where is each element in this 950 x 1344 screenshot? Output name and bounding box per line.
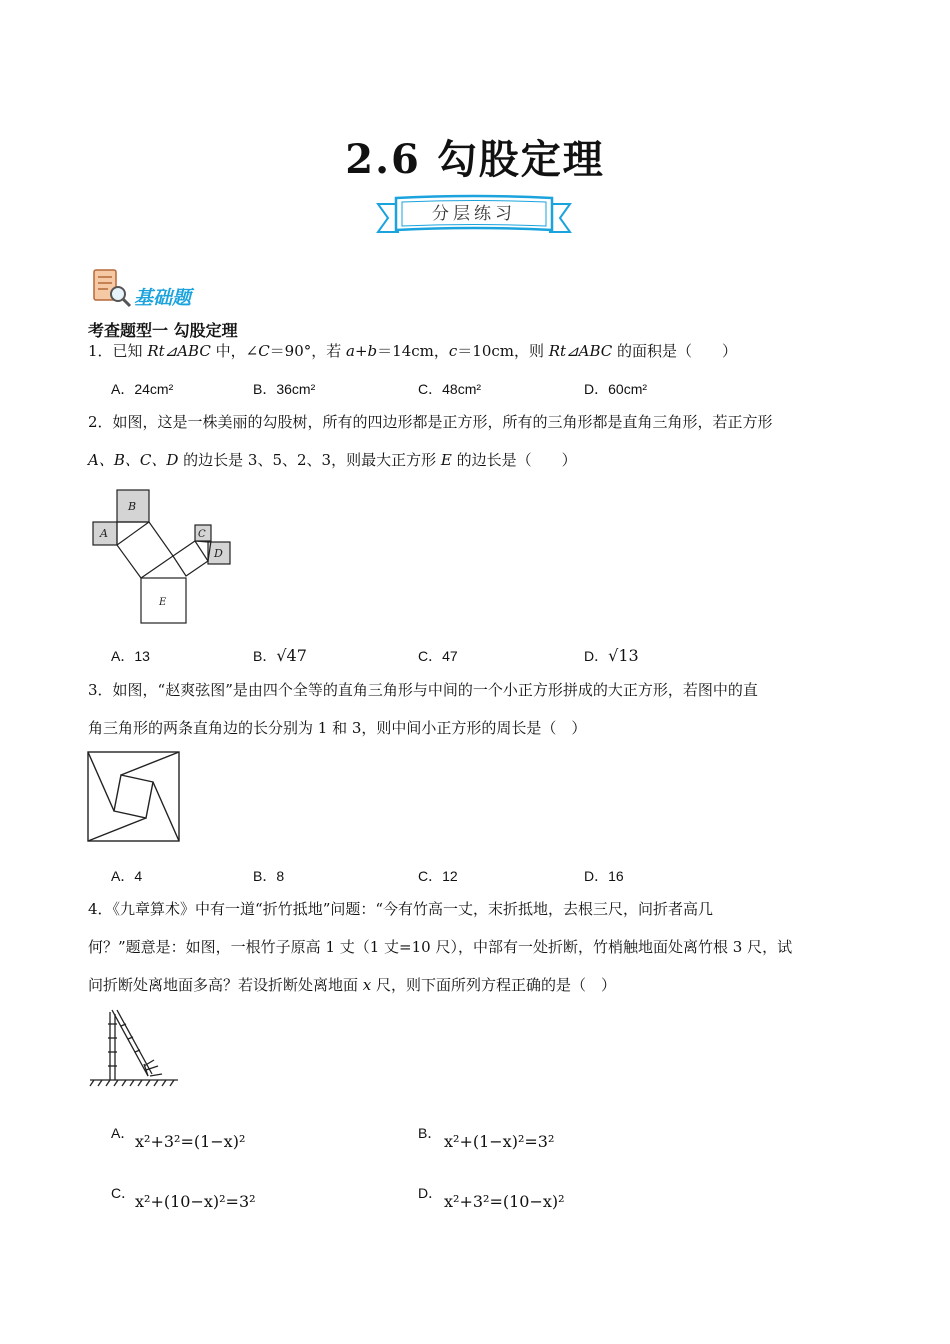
option-key: D．: [584, 868, 609, 884]
middle-left-square: [117, 522, 173, 578]
q3-option-d[interactable]: [584, 866, 624, 886]
question-4-stem: [88, 890, 868, 1004]
q1-triangle: Rt⊿ABC: [147, 342, 211, 360]
option-value: 24cm²: [134, 381, 174, 397]
page-title: 2.6 勾股定理: [345, 136, 605, 183]
fig-label-d: D: [214, 547, 223, 560]
fig-label-b: B: [128, 500, 137, 513]
option-value: √13: [608, 646, 639, 665]
option-value: √47: [276, 646, 307, 665]
option-key: C．: [111, 1185, 136, 1201]
fig-label-e: E: [159, 597, 167, 608]
q2-var: E: [440, 451, 452, 469]
option-key: B．: [253, 381, 277, 397]
question-3-stem: [88, 671, 868, 747]
option-value: 60cm²: [608, 381, 648, 397]
fig-label-c: C: [198, 529, 206, 540]
q4-option-c-equation: x²+(10−x)²=3²: [135, 1192, 256, 1211]
q2-option-c[interactable]: [418, 646, 458, 666]
q4-option-d[interactable]: [418, 1183, 442, 1203]
notebook-magnifier-icon: [90, 268, 134, 308]
q1-option-a[interactable]: [111, 379, 173, 399]
option-value: 12: [442, 868, 458, 884]
option-value: 8: [276, 868, 285, 884]
q2-text: 如图，这是一株美丽的勾股树，所有的四边形都是正方形，所有的三角形都是直角三角形，若正方形: [112, 413, 773, 431]
option-value: 16: [608, 868, 624, 884]
q3-option-c[interactable]: [418, 866, 458, 886]
middle-right-square: [173, 541, 208, 576]
question-number: 2．: [88, 413, 113, 431]
q1-option-c[interactable]: [418, 379, 481, 399]
q1-text: ＝10cm，则: [457, 342, 549, 360]
question-2-stem: [88, 403, 868, 479]
q4-option-a[interactable]: [111, 1123, 134, 1143]
q3-option-b[interactable]: [253, 866, 284, 886]
q1-option-d[interactable]: [584, 379, 647, 399]
q2-option-b[interactable]: [253, 646, 307, 666]
q3-option-a[interactable]: [111, 866, 142, 886]
option-key: B．: [253, 868, 277, 884]
question-number: 1．: [88, 342, 113, 360]
q2-option-d[interactable]: [584, 646, 639, 666]
option-key: A．: [111, 868, 135, 884]
q4-text: 问折断处离地面多高？若设折断处离地面: [88, 976, 363, 994]
q1-triangle: Rt⊿ABC: [548, 342, 613, 360]
option-value: 47: [442, 648, 458, 664]
q1-text: 的面积是（ ）: [612, 342, 738, 360]
option-value: 48cm²: [442, 381, 482, 397]
q4-option-a-equation: x²+3²=(1−x)²: [135, 1132, 246, 1151]
pythagoras-tree-figure: [90, 486, 240, 626]
option-key: D．: [418, 1185, 443, 1201]
option-key: C．: [418, 381, 443, 397]
option-key: C．: [418, 868, 443, 884]
q1-var: a+b: [346, 342, 378, 360]
option-value: 36cm²: [276, 381, 316, 397]
q4-text: 尺，则下面所列方程正确的是（ ）: [371, 976, 617, 994]
option-value: 13: [134, 648, 150, 664]
q4-text: 何？”题意是：如图，一根竹子原高 1 丈（1 丈=10 尺），中部有一处折断，竹梢触地面处离竹根 3 尺，试: [88, 938, 793, 956]
q4-option-d-equation: x²+3²=(10−x)²: [444, 1192, 565, 1211]
q4-option-b-equation: x²+(1−x)²=3²: [444, 1132, 555, 1151]
option-key: B．: [253, 648, 277, 664]
option-key: C．: [418, 648, 443, 664]
q3-text: 如图，“赵爽弦图”是由四个全等的直角三角形与中间的一个小正方形拼成的大正方形，若图中的直: [112, 681, 758, 699]
q2-text: 的边长是 3、5、2、3，则最大正方形: [178, 451, 441, 469]
q1-text: ＝90°，若: [269, 342, 347, 360]
broken-bamboo-figure: [88, 1004, 180, 1088]
q4-var: x: [362, 976, 372, 994]
q1-var: C: [258, 342, 270, 360]
option-key: A．: [111, 1125, 135, 1141]
option-key: D．: [584, 381, 609, 397]
question-number: 3．: [88, 681, 113, 699]
q4-text: 《九章算术》中有一道“折竹抵地”问题：“今有竹高一丈，末折抵地，去根三尺，问折者高几: [112, 900, 714, 918]
q2-vars: A、B、C、D: [88, 451, 179, 469]
q1-text: 中，∠: [210, 342, 259, 360]
q4-option-b[interactable]: [418, 1123, 441, 1143]
option-key: D．: [584, 648, 609, 664]
fig-label-a: A: [100, 527, 108, 540]
option-key: A．: [111, 381, 135, 397]
zhao-shuang-figure: [87, 751, 180, 842]
question-number: 4．: [88, 900, 113, 918]
option-key: A．: [111, 648, 135, 664]
q1-text: 已知: [112, 342, 148, 360]
q3-text: 角三角形的两条直角边的长分别为 1 和 3，则中间小正方形的周长是（ ）: [88, 719, 587, 737]
q4-option-c[interactable]: [111, 1183, 135, 1203]
question-type-title: 考查题型一 勾股定理: [88, 321, 238, 340]
q1-text: ＝14cm，: [377, 342, 449, 360]
q2-text: 的边长是（ ）: [451, 451, 577, 469]
q2-option-a[interactable]: [111, 646, 150, 666]
option-key: B．: [418, 1125, 442, 1141]
question-1-stem: [88, 332, 868, 370]
q1-var: c: [448, 342, 458, 360]
q1-option-b[interactable]: [253, 379, 315, 399]
section-label: 基础题: [134, 287, 192, 309]
banner-text: 分层练习: [432, 204, 516, 224]
option-value: 4: [134, 868, 143, 884]
